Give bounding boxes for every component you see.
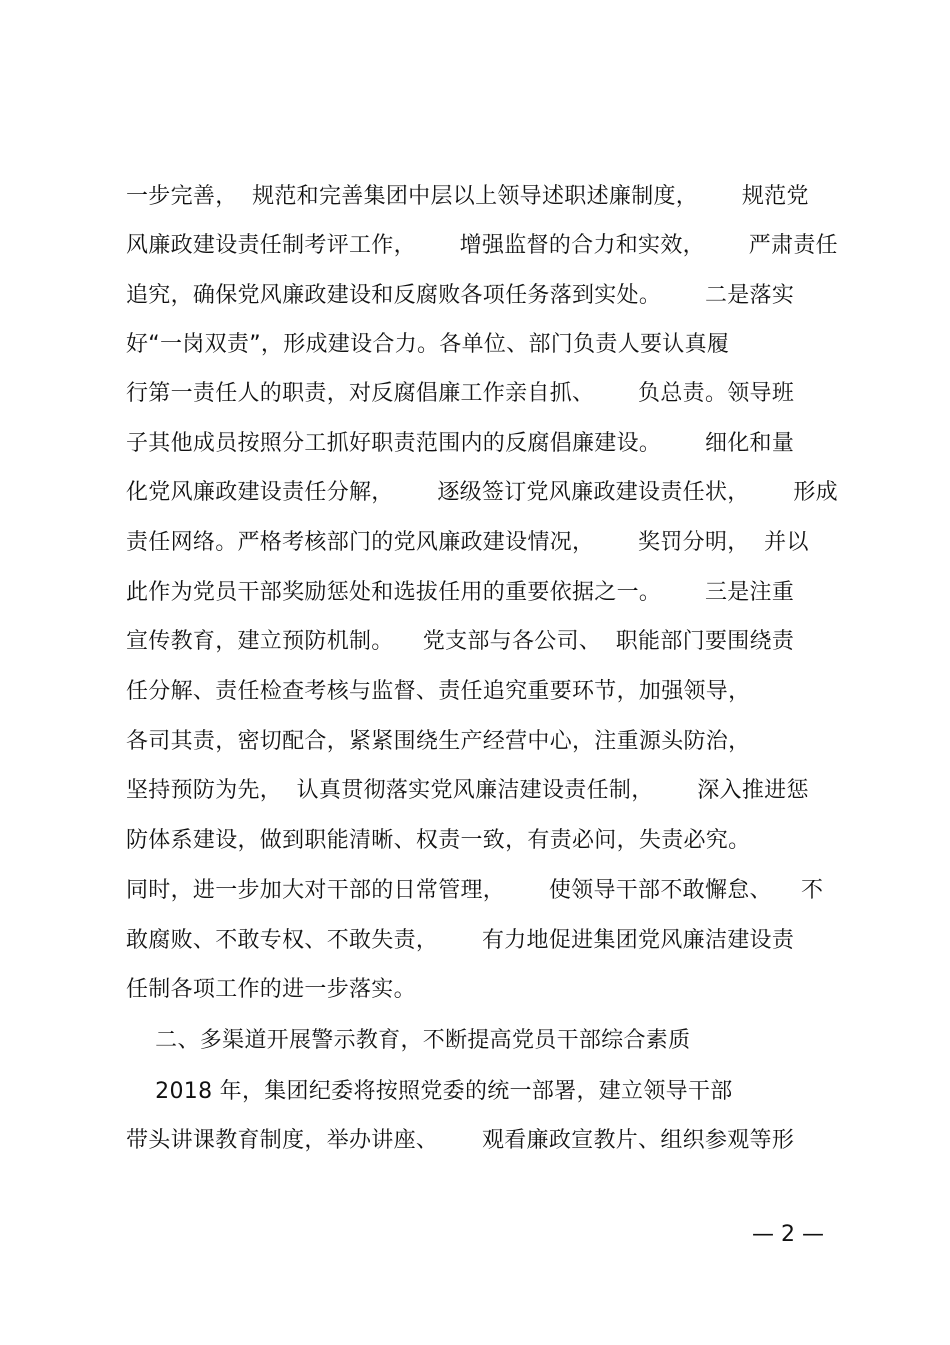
text-line: 责任网络。严格考核部门的党风廉政建设情况， 奖罚分明， 并以 (126, 530, 809, 555)
text-line: 子其他成员按照分工抓好职责范围内的反腐倡廉建设。 细化和量 (126, 431, 795, 456)
text-line: 带头讲课教育制度，举办讲座、 观看廉政宣教片、组织参观等形 (126, 1128, 795, 1153)
page-number: — 2 — (752, 1222, 824, 1247)
text-line: 同时，进一步加大对干部的日常管理， 使领导干部不敢懈怠、 不 (126, 878, 824, 903)
section-heading: 二、多渠道开展警示教育，不断提高党员干部综合素质 (126, 1028, 691, 1053)
text-line: 好“一岗双责”，形成建设合力。各单位、部门负责人要认真履 (126, 332, 730, 357)
text-line: 防体系建设，做到职能清晰、权责一致，有责必问，失责必究。 (126, 828, 751, 853)
text-line: 坚持预防为先， 认真贯彻落实党风廉洁建设责任制， 深入推进惩 (126, 778, 809, 803)
text-line: 此作为党员干部奖励惩处和选拔任用的重要依据之一。 三是注重 (126, 580, 795, 605)
text-line: 化党风廉政建设责任分解， 逐级签订党风廉政建设责任状， 形成 (126, 480, 838, 505)
text-line: 任分解、责任检查考核与监督、责任追究重要环节，加强领导， (126, 679, 751, 704)
text-line: 风廉政建设责任制考评工作， 增强监督的合力和实效， 严肃责任 (126, 233, 838, 258)
text-line: 2018 年，集团纪委将按照党委的统一部署，建立领导干部 (126, 1079, 733, 1104)
text-line: 敢腐败、不敢专权、不敢失责， 有力地促进集团党风廉洁建设责 (126, 928, 795, 953)
text-line: 行第一责任人的职责，对反腐倡廉工作亲自抓、 负总责。领导班 (126, 381, 795, 406)
text-line: 追究，确保党风廉政建设和反腐败各项任务落到实处。 二是落实 (126, 283, 795, 308)
text-line: 一步完善， 规范和完善集团中层以上领导述职述廉制度， 规范党 (126, 184, 809, 209)
text-line: 各司其责，密切配合，紧紧围绕生产经营中心，注重源头防治， (126, 729, 751, 754)
text-line: 宣传教育，建立预防机制。 党支部与各公司、 职能部门要围绕责 (126, 629, 795, 654)
text-line: 任制各项工作的进一步落实。 (126, 977, 416, 1002)
